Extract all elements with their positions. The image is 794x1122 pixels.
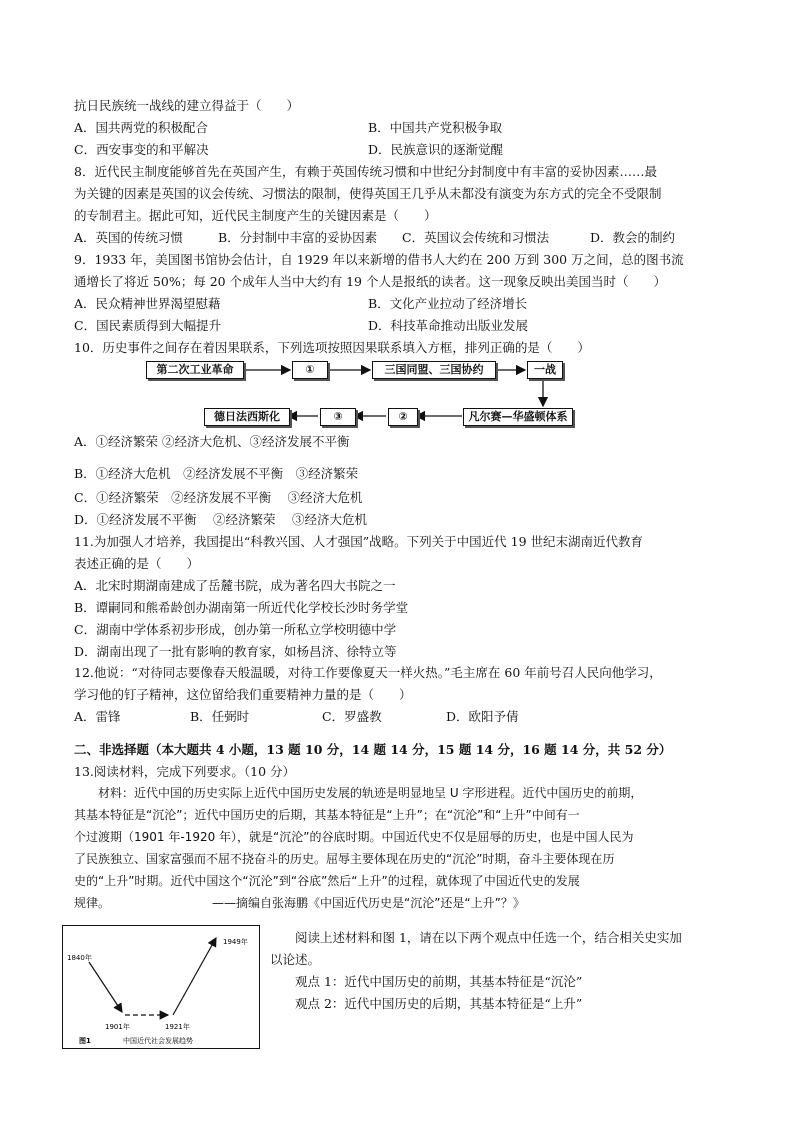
q7-option-a: A．国共两党的积极配合: [74, 120, 209, 135]
label-1921: 1921年: [165, 1023, 190, 1031]
q12-line: 学习他的钉子精神，这位留给我们重要精神力量的是（ ）: [74, 687, 412, 702]
q10-option-a: A．①经济繁荣 ②经济大危机、③经济发展不平衡: [74, 434, 350, 449]
q13-material-line: 史的“上升”时期。近代中国这个“沉沦”到“谷底”然后“上升”的过程，就体现了中国近代史的发展: [74, 874, 580, 888]
q13-material-line: 了民族独立、国家富强而不屈不挠奋斗的历史。屈辱主要体现在历史的“沉沦”时期，奋斗主要体现在历: [74, 852, 615, 866]
q7-option-d: D．民族意识的逐渐觉醒: [368, 142, 504, 157]
q9-option-d: D．科技革命推动出版业发展: [368, 318, 529, 333]
q9-option-c: C．国民素质得到大幅提升: [74, 318, 222, 333]
q9-line: 9．1933 年，美国图书馆协会估计，自 1929 年以来新增的借书人大约在 200 万到 300 万之间，总的图书流: [74, 252, 684, 267]
figure-caption: 中国近代社会发展趋势: [123, 1037, 193, 1045]
q10-option-c: C．①经济繁荣 ②经济发展不平衡 ③经济大危机: [74, 490, 363, 505]
q8-option-d: D．教会的制约: [590, 230, 676, 245]
q13-task-line: 阅读上述材料和图 1，请在以下两个观点中任选一个，结合相关史实加: [270, 930, 682, 945]
q8-line: 的专制君主。据此可知，近代民主制度产生的关键因素是（ ）: [74, 208, 437, 223]
q7-option-b: B．中国共产党积极争取: [368, 120, 503, 135]
q11-line: 表述正确的是（ ）: [74, 556, 200, 571]
q11-line: 11.为加强人才培养，我国提出“科教兴国、人才强国”战略。下列关于中国近代 19 世纪末湖南近代教育: [74, 534, 644, 549]
rise-arrow: [173, 938, 216, 1015]
section-2-title: 二、非选择题（本大题共 4 小题，13 题 10 分，14 题 14 分，15 题 14 分，16 题 14 分，共 52 分）: [74, 742, 672, 757]
box-alliances: 三国同盟、三国协约: [372, 361, 496, 379]
q9-option-a: A．民众精神世界渴望慰藉: [74, 296, 221, 311]
q12-line: 12.他说：“对待同志要像春天般温暖，对待工作要像夏天一样火热。”毛主席在 60 年前号召人民向他学习，: [74, 665, 662, 680]
box-blank-1: ①: [292, 361, 328, 379]
q8-option-b: B．分封制中丰富的妥协因素: [218, 230, 378, 245]
q12-option-d: D．欧阳予倩: [446, 709, 519, 724]
q12-option-b: B．任弼时: [190, 709, 250, 724]
label-1949: 1949年: [223, 938, 248, 946]
q13-material-line: 个过渡期（1901 年-1920 年），就是“沉沦”的谷底时期。中国近代史不仅是屈辱的历史，也是中国人民为: [74, 830, 634, 844]
q7-stem: 抗日民族统一战线的建立得益于（ ）: [74, 98, 300, 113]
q10-option-d: D．①经济发展不平衡 ②经济繁荣 ③经济大危机: [74, 512, 367, 527]
q12-option-c: C．罗盛教: [322, 709, 382, 724]
box-versailles-washington: 凡尔赛—华盛顿体系: [463, 408, 573, 426]
q13-stem: 13.阅读材料，完成下列要求。（10 分）: [74, 764, 296, 779]
q8-option-a: A．英国的传统习惯: [74, 230, 184, 245]
figure-label: 图1: [79, 1037, 91, 1045]
q11-option-a: A．北宋时期湖南建成了岳麓书院，成为著名四大书院之一: [74, 578, 396, 593]
q10-stem: 10．历史事件之间存在着因果联系，下列选项按照因果联系填入方框，排列正确的是（ ）: [74, 340, 590, 355]
q7-option-c: C．西安事变的和平解决: [74, 142, 209, 157]
q13-viewpoint-1: 观点 1：近代中国历史的前期，其基本特征是“沉沦”: [270, 974, 583, 989]
box-fascism: 德日法西斯化: [204, 408, 290, 426]
q9-line: 通增长了将近 50%；每 20 个成年人当中大约有 19 个人是报纸的读者。这一现象反映出美国当时（ ）: [74, 274, 666, 289]
q11-option-d: D．湖南出现了一批有影响的教育家，如杨昌济、徐特立等: [74, 644, 397, 659]
q8-line: 8．近代民主制度能够首先在英国产生，有赖于英国传统习惯和中世纪分封制度中有丰富的妥协因素……最: [74, 164, 657, 179]
label-1840: 1840年: [67, 954, 92, 962]
q8-line: 为关键的因素是英国的议会传统、习惯法的限制，使得英国王几乎从未都没有演变为东方式的完全不受限制: [74, 186, 662, 201]
figure-1: [62, 925, 260, 1049]
box-blank-2: ②: [388, 408, 418, 426]
q13-material-line: 其基本特征是“沉沦”；近代中国历史的后期，其基本特征是“上升”；在“沉沦”和“上升”中间有一: [74, 808, 580, 822]
decline-arrow: [89, 962, 122, 1012]
q13-material-line: 材料：近代中国的历史实际上近代中国历史发展的轨迹是明显地呈 U 字形进程。近代中国历史的前期，: [74, 786, 643, 800]
q13-viewpoint-2: 观点 2：近代中国历史的后期，其基本特征是“上升”: [270, 996, 583, 1011]
u-shape-trend-chart: [63, 926, 259, 1048]
q9-option-b: B．文化产业拉动了经济增长: [368, 296, 528, 311]
box-wwi: 一战: [527, 361, 563, 379]
q10-option-b: B．①经济大危机 ②经济发展不平衡 ③经济繁荣: [74, 466, 359, 481]
label-1901: 1901年: [105, 1023, 130, 1031]
box-second-industrial-revolution: 第二次工业革命: [146, 361, 244, 379]
q8-option-c: C．英国议会传统和习惯法: [402, 230, 550, 245]
q13-task-line: 以论述。: [270, 952, 321, 967]
q11-option-b: B．谭嗣同和熊希龄创办湖南第一所近代化学校长沙时务学堂: [74, 600, 409, 615]
q13-material-line: 规律。 ——摘编自张海鹏《中国近代历史是“沉沦”还是“上升”？》: [74, 896, 525, 910]
q12-option-a: A．雷锋: [74, 709, 121, 724]
box-blank-3: ③: [320, 408, 356, 426]
q11-option-c: C．湖南中学体系初步形成，创办第一所私立学校明德中学: [74, 622, 397, 637]
